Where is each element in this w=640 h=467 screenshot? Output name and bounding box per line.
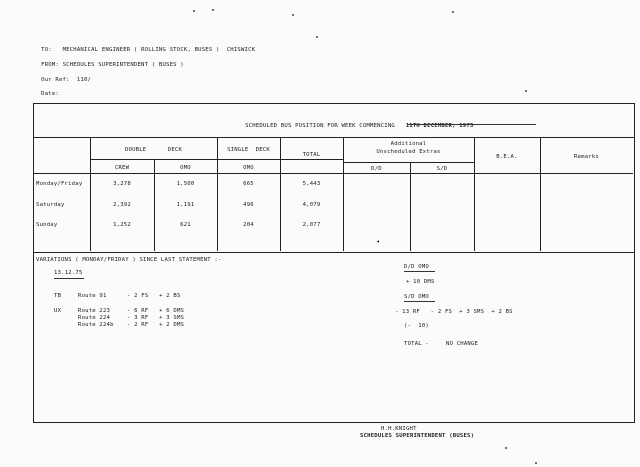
header-extras-dd: D/D xyxy=(371,166,382,172)
scan-speck xyxy=(193,10,195,12)
header-bottom-line xyxy=(33,173,633,174)
memo-from xyxy=(34,56,184,68)
header-omo-dd: OMO xyxy=(180,165,191,171)
row-omo-sd: 665 xyxy=(243,181,254,187)
row-crew: 1,252 xyxy=(113,222,131,228)
table-title xyxy=(238,117,474,129)
scan-speck xyxy=(505,447,507,449)
title-date-underline xyxy=(408,124,536,125)
ux-route: Route 224b xyxy=(78,322,114,328)
variations-date: 13.12.75 xyxy=(54,270,83,276)
header-omo-sd: OMO xyxy=(243,165,254,171)
garage-code-ux: UX xyxy=(54,308,62,314)
ux-route: Route 224 xyxy=(78,315,111,321)
memo-to-value: MECHANICAL ENGINEER ( ROLLING STOCK, BUSES ) CHISWICK xyxy=(62,47,256,53)
col-line-3 xyxy=(217,137,218,251)
table-title-prefix: SCHEDULED BUS POSITION FOR WEEK COMMENCING xyxy=(245,123,395,129)
memo-from-value: SCHEDULES SUPERINTENDENT ( BUSES ) xyxy=(62,62,184,68)
dd-omo-underline xyxy=(404,271,435,272)
sd-omo-net: (- 10) xyxy=(404,323,429,329)
dd-omo-label: D/D OMO xyxy=(404,264,429,270)
memo-from-label: FROM: xyxy=(41,62,59,68)
memo-to xyxy=(34,41,255,53)
row-total: 2,077 xyxy=(302,222,321,228)
header-bea: B.E.A. xyxy=(496,154,518,160)
header-double-deck: DOUBLE DECK xyxy=(124,147,183,153)
scan-speck xyxy=(452,11,454,13)
signature-name: H.H.KNIGHT xyxy=(381,426,417,432)
total-label: TOTAL - xyxy=(404,341,429,347)
row-day: Monday/Friday xyxy=(36,181,83,187)
memo-ref-label: Our Ref: xyxy=(41,77,70,83)
garage-code-tb: TB xyxy=(54,293,62,299)
extras-divider xyxy=(343,162,474,163)
row-omo-sd: 496 xyxy=(243,202,254,208)
tick-mark-icon: ◂ xyxy=(376,238,380,245)
header-remarks: Remarks xyxy=(574,154,599,160)
variations-date-underline xyxy=(54,278,84,279)
ux-change: - 3 RF + 3 SMS xyxy=(127,315,185,321)
row-crew: 3,278 xyxy=(113,181,131,187)
ux-change: - 6 RF + 6 DMS xyxy=(127,308,185,314)
ux-route: Route 223 xyxy=(78,308,111,314)
memo-to-label: TO: xyxy=(41,47,52,53)
row-total: 4,079 xyxy=(302,202,321,208)
tb-change: - 2 FS + 2 BS xyxy=(127,293,181,299)
tb-route: Route 91 xyxy=(78,293,107,299)
row-total: 5,443 xyxy=(302,181,321,187)
col-line-1 xyxy=(90,137,91,251)
memo-ref-value: 110/ xyxy=(76,77,92,83)
row-omo-dd: 1,191 xyxy=(176,202,195,208)
header-crew: CREW xyxy=(114,165,130,171)
sd-omo-value: - 13 RF - 2 FS + 3 SMS + 2 BS xyxy=(395,309,513,315)
row-omo-dd: 1,500 xyxy=(176,181,195,187)
scan-speck xyxy=(525,90,527,92)
header-single-deck: SINGLE DECK xyxy=(227,147,270,153)
header-unscheduled: Unscheduled Extras xyxy=(376,149,441,155)
row-omo-dd: 621 xyxy=(180,222,191,228)
scan-speck xyxy=(316,36,318,38)
row-day: Sunday xyxy=(36,222,58,228)
dd-omo-value: + 10 DMS xyxy=(406,279,435,285)
sd-omo-underline xyxy=(404,301,435,302)
sd-omo-label: S/D OMO xyxy=(404,294,429,300)
variations-heading: VARIATIONS ( MONDAY/FRIDAY ) SINCE LAST STATEMENT :- xyxy=(36,257,222,263)
col-line-6 xyxy=(410,162,411,251)
header-additional: Additional xyxy=(390,141,427,147)
memo-date xyxy=(34,85,59,97)
memo-ref xyxy=(34,71,91,83)
scan-speck xyxy=(535,462,537,464)
ux-change: - 2 RF + 2 DMS xyxy=(127,322,185,328)
memo-date-label: Date: xyxy=(41,91,59,97)
row-omo-sd: 204 xyxy=(243,222,254,228)
table-title-date: 11TH DECEMBER, 1975 xyxy=(405,123,474,129)
scan-speck xyxy=(212,9,214,11)
scan-speck xyxy=(292,14,294,16)
total-value: NO CHANGE xyxy=(446,341,479,347)
row-crew: 2,392 xyxy=(113,202,131,208)
header-total: TOTAL xyxy=(302,152,321,158)
header-extras-sd: S/D xyxy=(436,166,448,172)
row-day: Saturday xyxy=(36,202,65,208)
signature-title: SCHEDULES SUPERINTENDENT (BUSES) xyxy=(360,433,475,439)
